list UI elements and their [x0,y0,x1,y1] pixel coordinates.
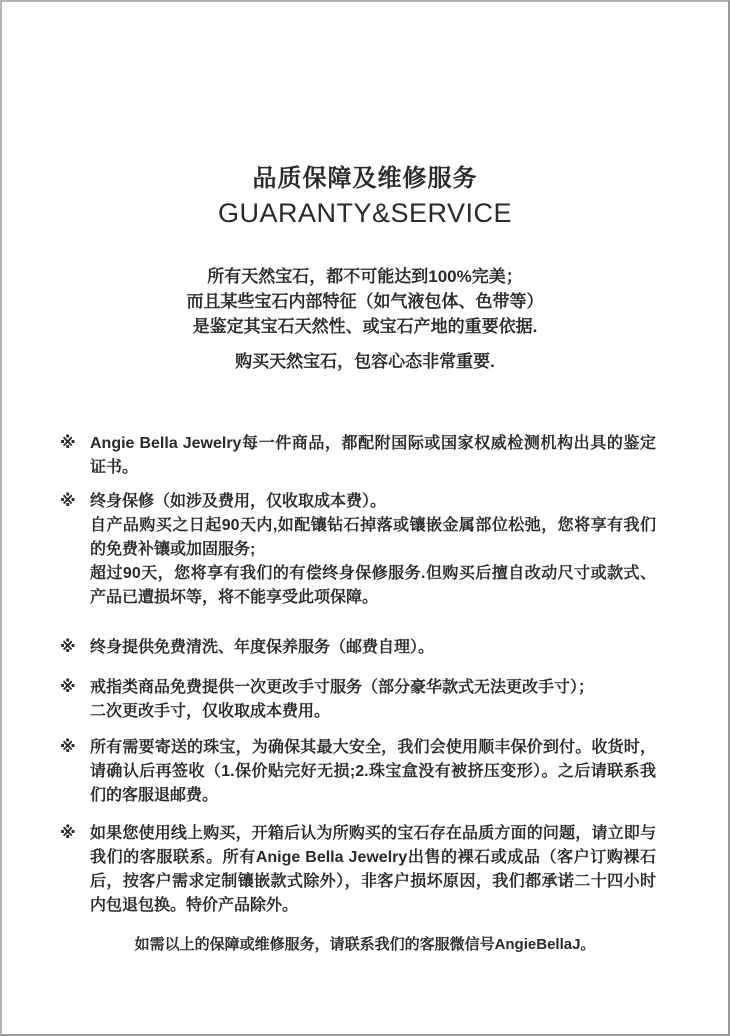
intro-line-2: 而且某些宝石内部特征（如气液包体、色带等） [186,292,544,311]
notice-ring-resize-line-2: 二次更改手寸，仅收取成本费用。 [90,703,331,720]
reference-mark-icon: ※ [60,679,76,696]
notice-online-purchase-return-text: 如果您使用线上购买，开箱后认为所购买的宝石存在品质方面的问题，请立即与我们的客服联系。所有Anige Bella Jewelry出售的裸石或成品（客户订购裸石后，按客户需求定制镶嵌款式除外），非客户损坏原因，我们都承诺二十四小时内包退包换。特价产品除外。 [90,825,656,914]
notice-online-purchase-return [60,822,656,918]
reference-mark-icon: ※ [60,435,76,452]
intro-section [2,264,728,374]
reference-mark-icon: ※ [60,739,76,756]
notice-certificate-text: Angie Bella Jewelry每一件商品，都配附国际或国家权威检测机构出具的鉴定证书。 [90,435,656,476]
page-title: 品质保障及维修服务 [252,165,478,192]
reference-mark-icon: ※ [60,825,76,842]
notice-lifetime-warranty-body-2: 超过90天，您将享有我们的有偿终身保修服务.但购买后擅自改动尺寸或款式、产品已遭损坏等，将不能享受此项保障。 [90,565,656,606]
notice-shipping-text: 所有需要寄送的珠宝，为确保其最大安全，我们会使用顺丰保价到付。收货时，请确认后再签收（1.保价贴完好无损;2.珠宝盒没有被挤压变形）。之后请联系我们的客服退邮费。 [90,739,656,804]
notice-free-cleaning [60,636,656,660]
intro-note: 购买天然宝石，包容心态非常重要. [235,352,495,371]
intro-line-3: 是鉴定其宝石天然性、或宝石产地的重要依据. [192,317,538,336]
notice-lifetime-warranty-body-1: 自产品购买之日起90天内,如配镶钻石掉落或镶嵌金属部位松弛，您将享有我们的免费补镶或加固服务; [90,517,656,558]
page-subtitle: GUARANTY&SERVICE [217,198,513,228]
intro-line-1: 所有天然宝石，都不可能达到100%完美； [207,267,523,286]
notice-certificate [60,432,656,480]
document-header [2,2,728,230]
reference-mark-icon: ※ [60,639,76,656]
notice-shipping [60,736,656,808]
notice-free-cleaning-text: 终身提供免费清洗、年度保养服务（邮费自理）。 [90,639,435,656]
notice-list [2,432,728,918]
footer-contact: 如需以上的保障或维修服务，请联系我们的客服微信号AngieBellaJ。 [134,936,596,953]
notice-lifetime-warranty-heading: 终身保修（如涉及费用，仅收取成本费）。 [90,493,387,510]
notice-lifetime-warranty [60,490,656,610]
reference-mark-icon: ※ [60,493,76,510]
notice-ring-resize [60,676,656,724]
notice-ring-resize-line-1: 戒指类商品免费提供一次更改手寸服务（部分豪华款式无法更改手寸）； [90,679,595,696]
